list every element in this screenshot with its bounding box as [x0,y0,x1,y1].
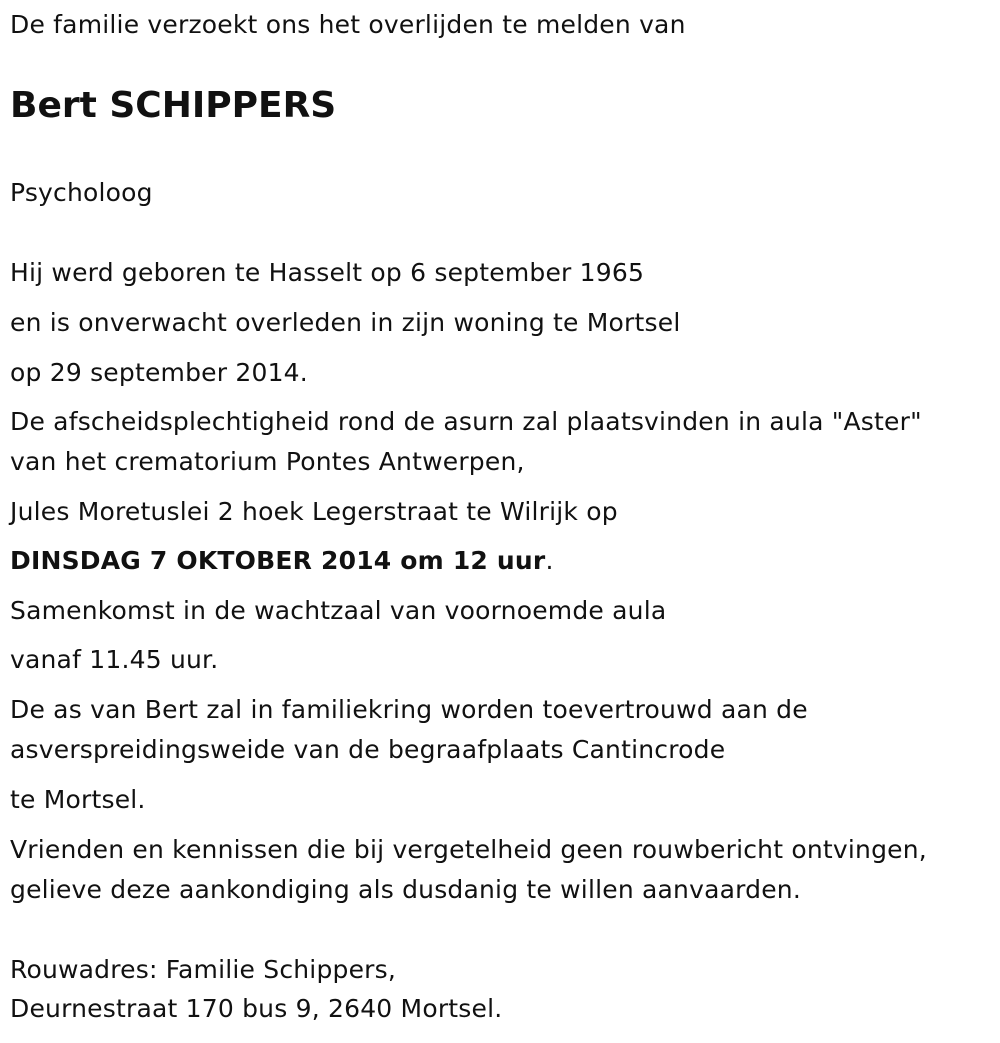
ashes-text-line-3: te Mortsel. [10,785,146,814]
ceremony-date-suffix: . [545,546,554,575]
death-text-line-2: op 29 september 2014. [10,358,308,387]
profession-text: Psycholoog [10,178,153,207]
death-text-line-1: en is onverwacht overleden in zijn woning te Mortsel [10,308,681,337]
gathering-text-line-2: vanaf 11.45 uur. [10,645,219,674]
friends-text-line-1: Vrienden en kennissen die bij vergetelheid geen rouwbericht ontvingen, [10,835,927,864]
ashes-text-line-2: asverspreidingsweide van de begraafplaats Cantincrode [10,735,726,764]
ashes-text-line-1: De as van Bert zal in familiekring worden toevertrouwd aan de [10,695,808,724]
friends-text-line-2: gelieve deze aankondiging als dusdanig te willen aanvaarden. [10,875,802,904]
ceremony-text-line-1: De afscheidsplechtigheid rond de asurn zal plaatsvinden in aula "Aster" [10,407,922,436]
gathering-text-line-1: Samenkomst in de wachtzaal van voornoemde aula [10,596,667,625]
intro-text: De familie verzoekt ons het overlijden te melden van [10,10,686,39]
ceremony-text-line-2: van het crematorium Pontes Antwerpen, [10,447,525,476]
mourning-address-line-1: Rouwadres: Familie Schippers, [10,955,397,984]
ceremony-address-text: Jules Moretuslei 2 hoek Legerstraat te Wilrijk op [10,497,618,526]
mourning-address-line-2: Deurnestraat 170 bus 9, 2640 Mortsel. [10,994,503,1023]
ceremony-date-bold: DINSDAG 7 OKTOBER 2014 om 12 uur [10,546,546,575]
ceremony-date-line [10,546,554,576]
birth-text: Hij werd geboren te Hasselt op 6 september 1965 [10,258,645,287]
deceased-name: Bert SCHIPPERS [10,85,337,126]
